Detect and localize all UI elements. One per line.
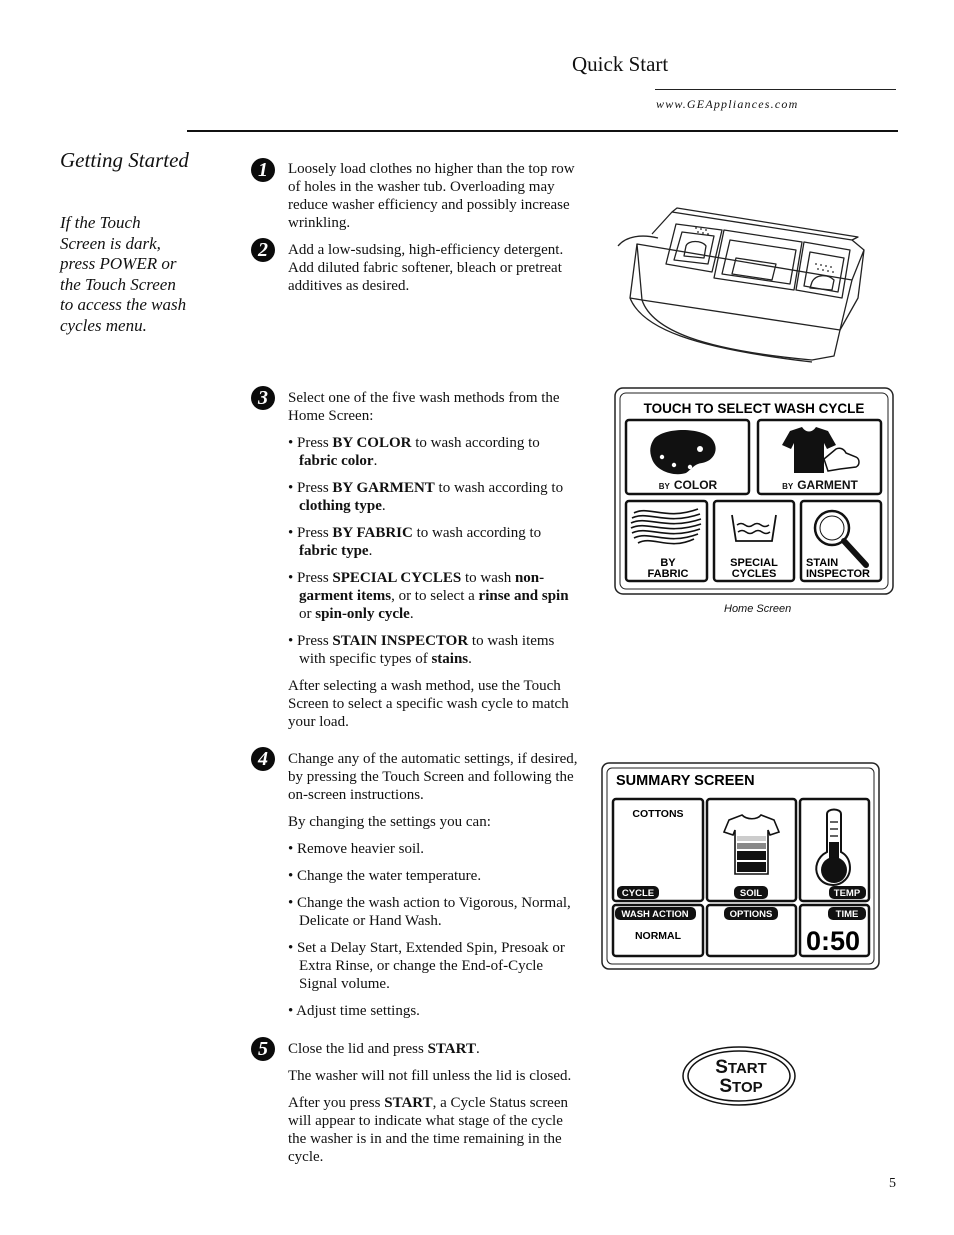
list-item: • Remove heavier soil.: [288, 841, 425, 857]
dispenser-drawer-illustration: [612, 200, 882, 370]
wash-method-list: [288, 434, 580, 668]
step-4-lead: By changing the settings you can:: [288, 814, 491, 830]
step-4-intro: Change any of the automatic settings, if desired, by pressing the Touch Screen and following the on-screen instructions.: [288, 751, 578, 803]
home-screen-caption: Home Screen: [724, 603, 792, 615]
by-fabric-tile[interactable]: [626, 501, 707, 581]
summary-screen-title: SUMMARY SCREEN: [616, 773, 755, 789]
section-divider: [187, 130, 898, 132]
step-1-paragraph: Loosely load clothes no higher than the top row of holes in the washer tub. Overloading may reduce washer efficiency and possibly increase wrinkling.: [288, 161, 575, 231]
list-item: • Set a Delay Start, Extended Spin, Presoak or Extra Rinse, or change the End-of-Cycle Signal volume.: [288, 940, 565, 992]
svg-text:SPECIAL: SPECIAL: [730, 557, 778, 569]
section-title: Quick Start: [572, 52, 669, 76]
list-item: • Adjust time settings.: [288, 1003, 420, 1019]
step-number-2: 2: [251, 238, 275, 262]
soil-tile[interactable]: [707, 799, 796, 901]
special-cycles-tile[interactable]: [714, 501, 794, 581]
step-5-text: [288, 1040, 580, 1175]
svg-text:CYCLES: CYCLES: [731, 568, 777, 580]
svg-text:COTTONS: COTTONS: [632, 808, 684, 820]
svg-text:STOP: STOP: [719, 1076, 763, 1097]
settings-list: [288, 840, 580, 1020]
page-number: 5: [889, 1176, 896, 1191]
step-2-paragraph: Add a low-sudsing, high-efficiency detergent. Add diluted fabric softener, bleach or pretreat additives as desired.: [288, 242, 564, 294]
svg-text:WASH ACTION: WASH ACTION: [621, 909, 689, 920]
by-color-tile[interactable]: [626, 420, 749, 494]
svg-text:TIME: TIME: [835, 909, 859, 920]
list-item: • Press BY GARMENT to wash according to clothing type.: [288, 480, 564, 514]
svg-text:FABRIC: FABRIC: [647, 568, 689, 580]
website-url: www.GEAppliances.com: [656, 97, 799, 111]
svg-text:OPTIONS: OPTIONS: [729, 909, 773, 920]
cycle-tile[interactable]: [613, 799, 703, 901]
svg-text:BYGARMENT: BY GARMENT: [782, 478, 858, 492]
svg-text:NORMAL: NORMAL: [634, 930, 682, 942]
svg-text:STAIN: STAIN: [806, 557, 839, 569]
stain-inspector-tile[interactable]: [801, 501, 881, 581]
list-item: • Press STAIN INSPECTOR to wash items with specific types of stains.: [288, 633, 555, 667]
svg-text:CYCLE: CYCLE: [621, 888, 655, 899]
svg-text:TEMP: TEMP: [833, 888, 861, 899]
step-5-paragraph-1: Close the lid and press START.: [288, 1041, 480, 1057]
svg-text:INSPECTOR: INSPECTOR: [806, 568, 870, 580]
start-stop-button[interactable]: [681, 1045, 797, 1107]
step-number-3: 3: [251, 386, 275, 410]
home-screen-illustration: [614, 387, 894, 595]
step-number-5: 5: [251, 1037, 275, 1061]
step-3-text: [288, 389, 580, 740]
time-readout: 0:50: [805, 926, 861, 956]
sidebar-title: Getting Started: [60, 148, 189, 172]
step-3-intro: Select one of the five wash methods from the Home Screen:: [288, 390, 560, 424]
step-5-paragraph-3: After you press START, a Cycle Status screen will appear to indicate what stage of the cycle the washer is in and the time remaining in the cycle.: [288, 1095, 568, 1165]
step-4-text: [288, 750, 580, 1029]
svg-text:BYCOLOR: BY COLOR: [658, 478, 718, 492]
step-number-1: 1: [251, 158, 275, 182]
home-screen-title: TOUCH TO SELECT WASH CYCLE: [643, 401, 865, 416]
by-garment-tile[interactable]: [758, 420, 881, 494]
sidebar-note: If the Touch Screen is dark, press POWER or the Touch Screen to access the wash cycles menu.: [60, 213, 187, 335]
list-item: • Press BY COLOR to wash according to fabric color.: [288, 435, 540, 469]
list-item: • Press BY FABRIC to wash according to fabric type.: [288, 525, 542, 559]
step-2-text: [288, 241, 580, 304]
step-3-after: After selecting a wash method, use the Touch Screen to select a specific wash cycle to match your load.: [288, 678, 569, 730]
step-5-paragraph-2: The washer will not fill unless the lid is closed.: [288, 1068, 572, 1084]
options-tile[interactable]: [707, 905, 796, 956]
step-number-4: 4: [251, 747, 275, 771]
list-item: • Change the water temperature.: [288, 868, 482, 884]
temp-tile[interactable]: [800, 799, 869, 901]
summary-screen-illustration: [601, 762, 880, 970]
svg-text:START: START: [715, 1057, 767, 1078]
list-item: • Press SPECIAL CYCLES to wash non-garment items, or to select a rinse and spin or spin-only cycle.: [288, 570, 569, 622]
svg-text:SOIL: SOIL: [739, 888, 763, 899]
wash-action-tile[interactable]: [613, 905, 703, 956]
header-rule: [655, 89, 896, 90]
list-item: • Change the wash action to Vigorous, Normal, Delicate or Hand Wash.: [288, 895, 571, 929]
time-tile[interactable]: [800, 905, 869, 956]
svg-text:BY: BY: [660, 557, 676, 569]
step-1-text: [288, 160, 580, 241]
